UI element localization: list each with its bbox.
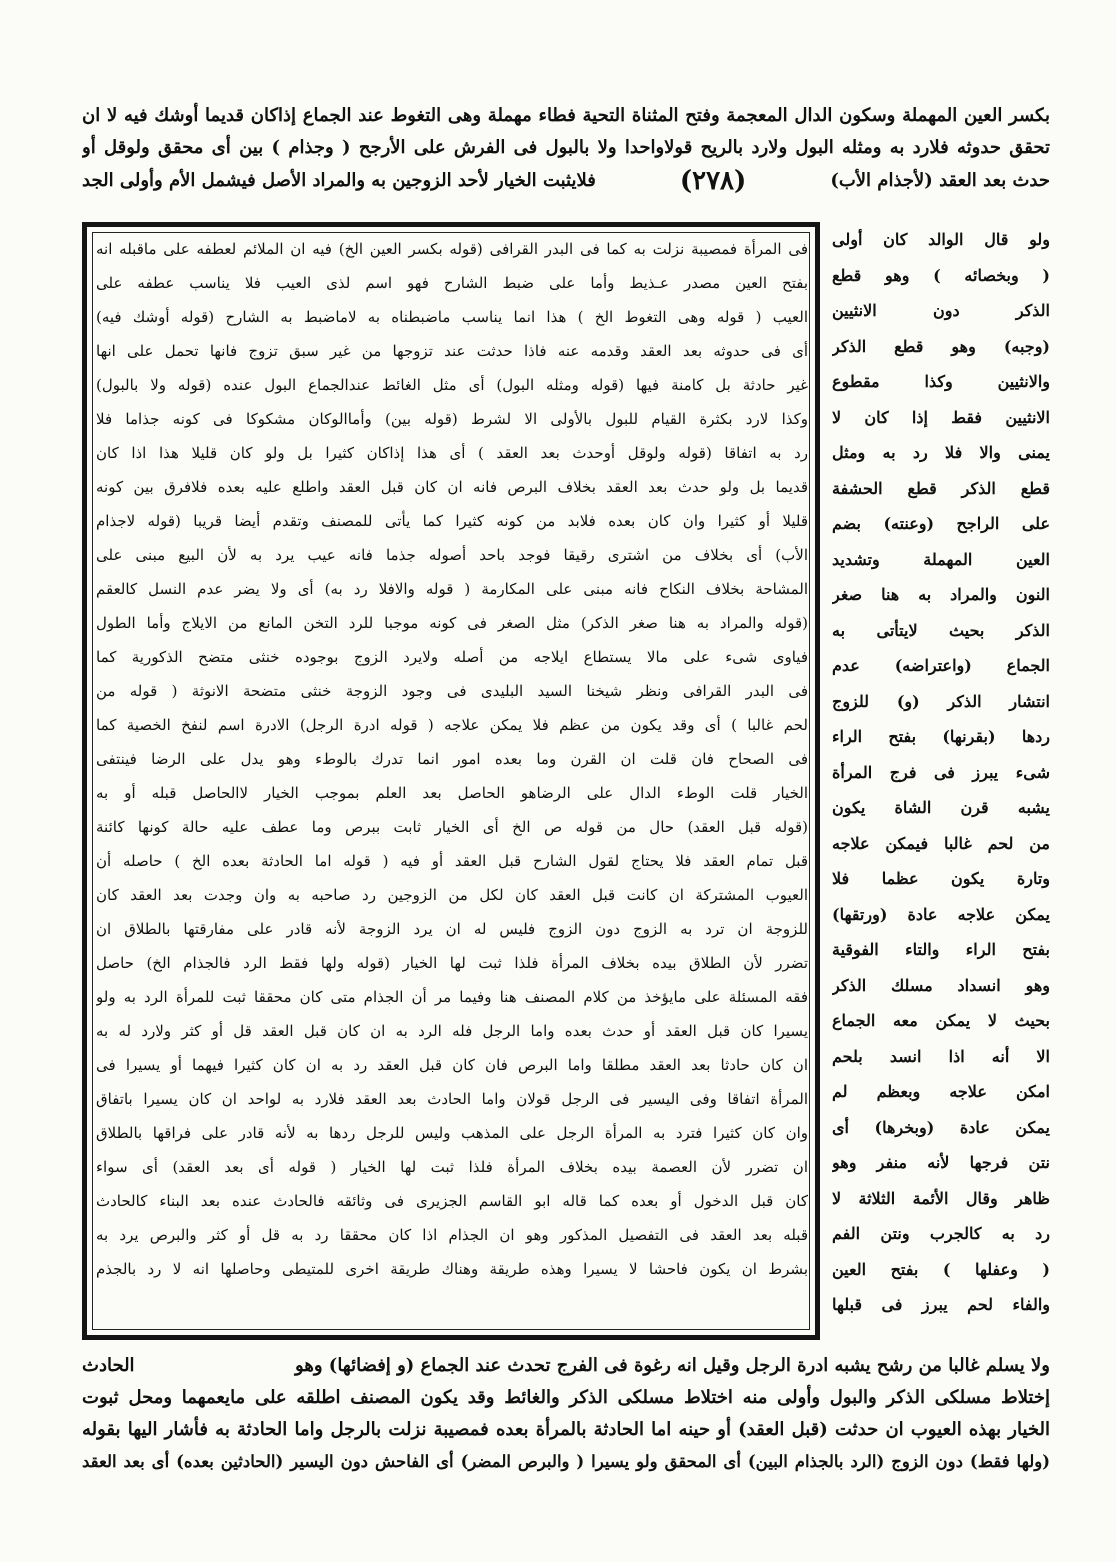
side-line: الا أنه اذا انسد بلحم	[832, 1046, 1050, 1066]
main-text-side-column	[832, 222, 1050, 1342]
commentary-line: العيوب المشتركة ان كانت قبل العقد كان لكل من الزوجين رد صاحبه به وان وجدت بعد العقد كان	[96, 886, 808, 904]
page-number: (٢٧٨)	[679, 166, 747, 196]
commentary-line: أى فى حدوثه بعد العقد وقدمه عنه فاذا حدثت عند تزوجها من غير سبق تزوج فانها تحمل على انها	[96, 342, 808, 360]
commentary-line: المرأة اتفاقا وفى اليسير فى الرجل قولان واما الحادث بعد العقد فلارد به لواحد ان كان يسيرا باتفاق	[96, 1090, 808, 1108]
commentary-line: وكذا لارد بكثرة القيام للبول بالأولى الا لشرط (قوله بين) وأماالوكان مشكوكا فى كونه جذاما فلا	[96, 410, 808, 428]
side-line: شىء يبرز فى فرج المرأة	[832, 762, 1050, 782]
commentary-line: الخيار قلت الوطء الدال على الرضاهو الحاصل بعد العلم بموجب الخيار لاالحاصل قبله أو به	[96, 784, 808, 802]
main-text-line: إختلاط مسلكى الذكر والبول وأولى منه اختلاط مسلكى الذكر والغائط وقد يكون المصنف اطلقه على مايعمهما ومحل ثبوت	[82, 1387, 1050, 1408]
side-line: الذكر بحيث لايتأتى به	[832, 620, 1050, 640]
side-line: بفتح الراء والتاء الفوقية	[832, 940, 1050, 959]
side-line: يمكن عادة (وبخرها) أى	[832, 1117, 1050, 1137]
commentary-line: قبله بعد العقد فى التفصيل المذكور وهو ان الجذام اذا كان محققا رد به قل أو كثر والبرص يرد به	[96, 1226, 808, 1244]
side-line: يمكن علاجه عادة (ورتقها)	[832, 904, 1050, 924]
main-text-line: تحقق حدوثه فلارد به ومثله البول ولارد بالريح قولاواحدا ولا بالبول فى الفرش على الأرجح ( وجذام ) بين أى محقق ولوقل أو	[82, 137, 1050, 158]
commentary-line: ان تضرر لأن العصمة بيده بخلاف المرأة فلذا ثبت لها الخيار ( قوله أى بعد العقد) أى سواء	[96, 1158, 808, 1176]
side-line: الجماع (واعتراضه) عدم	[832, 656, 1050, 675]
side-line: ظاهر وقال الأئمة الثلاثة لا	[832, 1188, 1050, 1208]
side-line: يمنى والا فلا رد به ومثل	[832, 443, 1050, 462]
side-line: امكن علاجه وبعظم لم	[832, 1082, 1050, 1101]
commentary-line: فى البدر القرافى ونظر شيخنا السيد البليدى فى وجود الزوجة خنثى متضحة الانوثة ( قوله من	[96, 682, 808, 700]
side-line: العين المهملة وتشديد	[832, 549, 1050, 569]
commentary-line: بشرط ان يكون فاحشا لا يسيرا وهذه طريقة وهناك طريقة اخرى للمتيطى وحاصلها انه لا رد بالجذم	[96, 1260, 808, 1278]
side-line: وتارة يكون عظما فلا	[832, 869, 1050, 888]
main-text-line: الخيار بهذه العيوب ان حدثت (قبل العقد) أو حينه اما الحادثة بالمرأة بعده فمصيبة نزلت بالرجل واما الحادثة به فأشار اليها بقوله	[82, 1419, 1050, 1440]
commentary-line: قبل تمام العقد فلا يحتاج لقول الشارح قبل العقد أو فيه ( قوله اما الحادثة بعده الخ ) حاصله أن	[96, 852, 808, 870]
commentary-line: (قوله قبل العقد) حال من قوله ص الخ أى الخيار ثابت ببرص وما عطف عليه حالة كونها كائنة	[96, 818, 808, 836]
side-line: والانثيين وكذا مقطوع	[832, 372, 1050, 391]
commentary-line: قديما بل ولو حدث بعد العقد بخلاف البرص فانه ان كان قبل العقد واطلع عليه بعده فلافرق بين كونه	[96, 478, 808, 496]
main-text-bottom	[82, 1350, 1050, 1478]
commentary-line: بفتح العين مصدر عـذيط وأما على ضبط الشارح فهو اسم لذى العيب فلا يناسب عطفه على	[96, 274, 808, 292]
side-line: قطع الذكر قطع الحشفة	[832, 478, 1050, 498]
main-text-line: (ولها فقط) دون الزوج (الرد بالجذام البين) أى المحقق ولو يسيرا ( والبرص المضر) أى الفاحش دون اليسير (الحادثين بعده) أى بعد العقد	[82, 1452, 1050, 1471]
commentary-line: وان كان كثيرا فترد به المرأة الرجل على المذهب وليس للرجل ردها به لأنه قادر على فراقها بالطلاق	[96, 1124, 808, 1142]
side-line: انتشار الذكر (و) للزوج	[832, 691, 1050, 711]
side-line: ردها (بقرنها) بفتح الراء	[832, 727, 1050, 746]
side-line: رد به كالجرب ونتن الفم	[832, 1224, 1050, 1243]
side-line: ( وبخصائه ) وهو قطع	[832, 265, 1050, 285]
commentary-line: فى الصحاح فان قلت ان القرن وما بعده امور انما تدرك بالوطء وهو يدل على الرضا فينتفى	[96, 750, 808, 768]
side-line: الذكر دون الانثيين	[832, 301, 1050, 320]
commentary-line: لحم غالبا ) أى وقد يكون من عظم فلا يمكن علاجه ( قوله ادرة الرجل) الادرة اسم لنفخ الخصية كما	[96, 716, 808, 734]
commentary-line: الأب) أى بخلاف من اشترى رقيقا فوجد باحد أصوله جذما فانه عيب يرد به لأن البيع مبنى على	[96, 546, 808, 564]
side-line: ولو قال الوالد كان أولى	[832, 230, 1050, 249]
commentary-line: كان قبل الدخول أو بعده كما قاله ابو القاسم الجزيرى فى وثائقه فالحادث عنده بعد البناء كالحادث	[96, 1192, 808, 1210]
commentary-line: قليلا أو كثيرا وان كان بعده فلابد من كونه كثيرا كما يأتى للمصنف وتقدم أيضا قريبا (قوله لاجذام	[96, 512, 808, 530]
header-right-text: حدث بعد العقد (لأجذام الأب)	[830, 170, 1050, 191]
side-line: والفاء لحم يبرز فى قبلها	[832, 1295, 1050, 1314]
main-text-line: بكسر العين المهملة وسكون الدال المعجمة وفتح المثناة التحية فطاء مهملة وهى التغوط عند الجماع إذاكان قديما أوشك فيه لا ان	[82, 105, 1050, 126]
commentary-line: (قوله والمراد به هنا صغر الذكر) مثل الصغر فى كونه موجبا للرد التخن المانع من الايلاج وأما الطول	[96, 614, 808, 632]
commentary-line: رد به اتفاقا (قوله ولوقل أوحدث بعد العقد ) أى هذا إذاكان كثيرا بل ولو كان قليلا هذا اذا كان	[96, 444, 808, 462]
side-line: من لحم غالبا فيمكن علاجه	[832, 833, 1050, 853]
commentary-line: يسيرا كان قبل العقد أو حدث بعده واما الرجل فله الرد به ان كان قبل العقد قل أو كثر ولارد له به	[96, 1022, 808, 1040]
commentary-line: فى المرأة فمصيبة نزلت به كما فى البدر القرافى (قوله بكسر العين الخ) فيه ان الملائم لعطفه على ماقبله انه	[96, 240, 808, 258]
side-line: ( وعفلها ) بفتح العين	[832, 1259, 1050, 1279]
side-line: النون والمراد به هنا صغر	[832, 585, 1050, 604]
commentary-line: تضرر لأن الطلاق بيده بخلاف المرأة فلذا ثبت لها الخيار (قوله ولها فقط الرد فالجذام الخ) حاصل	[96, 954, 808, 972]
main-text-line	[82, 1350, 1050, 1382]
side-line: على الراجح (وعنته) بضم	[832, 514, 1050, 533]
side-line: نتن فرجها لأنه منفر وهو	[832, 1153, 1050, 1172]
commentary-line: للزوجة ان ترد به الزوج دون الزوج فليس له ان يرد الزوجة لأنه قادر على مفارقتها بالطلاق ان	[96, 920, 808, 938]
commentary-line: المشاحة بخلاف النكاح فانه مبنى على المكارمة ( قوله والافلا رد به) أى ولا يضر عدم النسل كالعقم	[96, 580, 808, 598]
main-text-top	[82, 100, 1050, 198]
bottom-first-left: الحادث	[82, 1355, 135, 1376]
bottom-first-right: ولا يسلم غالبا من رشح يشبه ادرة الرجل وقيل انه رغوة فى الفرج تحدث عند الجماع (و إفضائها) وهو	[295, 1355, 1050, 1376]
commentary-line: فقه المسئلة على مايؤخذ من كلام المصنف هنا وفيما مر أن الجذام متى كان محققا ثبت للمرأة الرد به ولو	[96, 988, 808, 1006]
page-header	[82, 164, 1050, 198]
side-line: وهو انسداد مسلك الذكر	[832, 975, 1050, 995]
side-line: بحيث لا يمكن معه الجماع	[832, 1011, 1050, 1030]
commentary-text	[96, 232, 808, 1326]
commentary-line: غير حادثة بل كامنة فيها (قوله ومثله البول) أى مثل الغائط عندالجماع البول عنده (قوله ولا بالبول)	[96, 376, 808, 394]
commentary-line: العيب ( قوله وهى التغوط الخ ) هذا انما يناسب ماضبطناه به لاماضبط به الشارح (قوله أوشك فيه)	[96, 308, 808, 326]
commentary-line: ان كان حادثا بعد العقد مطلقا واما البرص فان كان قبل العقد رد به ان كان كثيرا فيهما أو يسيرا فى	[96, 1056, 808, 1074]
commentary-line: فياوى شىء على مالا يستطاع ايلاجه من أصله ولايرد الزوج بوجوده خنثى متضح الذكورية كما	[96, 648, 808, 666]
side-line: (وجبه) وهو قطع الذكر	[832, 336, 1050, 356]
header-left-text: فلايثبت الخيار لأحد الزوجين به والمراد الأصل فيشمل الأم وأولى الجد	[82, 170, 596, 191]
side-line: الانثيين فقط إذا كان لا	[832, 407, 1050, 427]
side-line: يشبه قرن الشاة يكون	[832, 798, 1050, 817]
